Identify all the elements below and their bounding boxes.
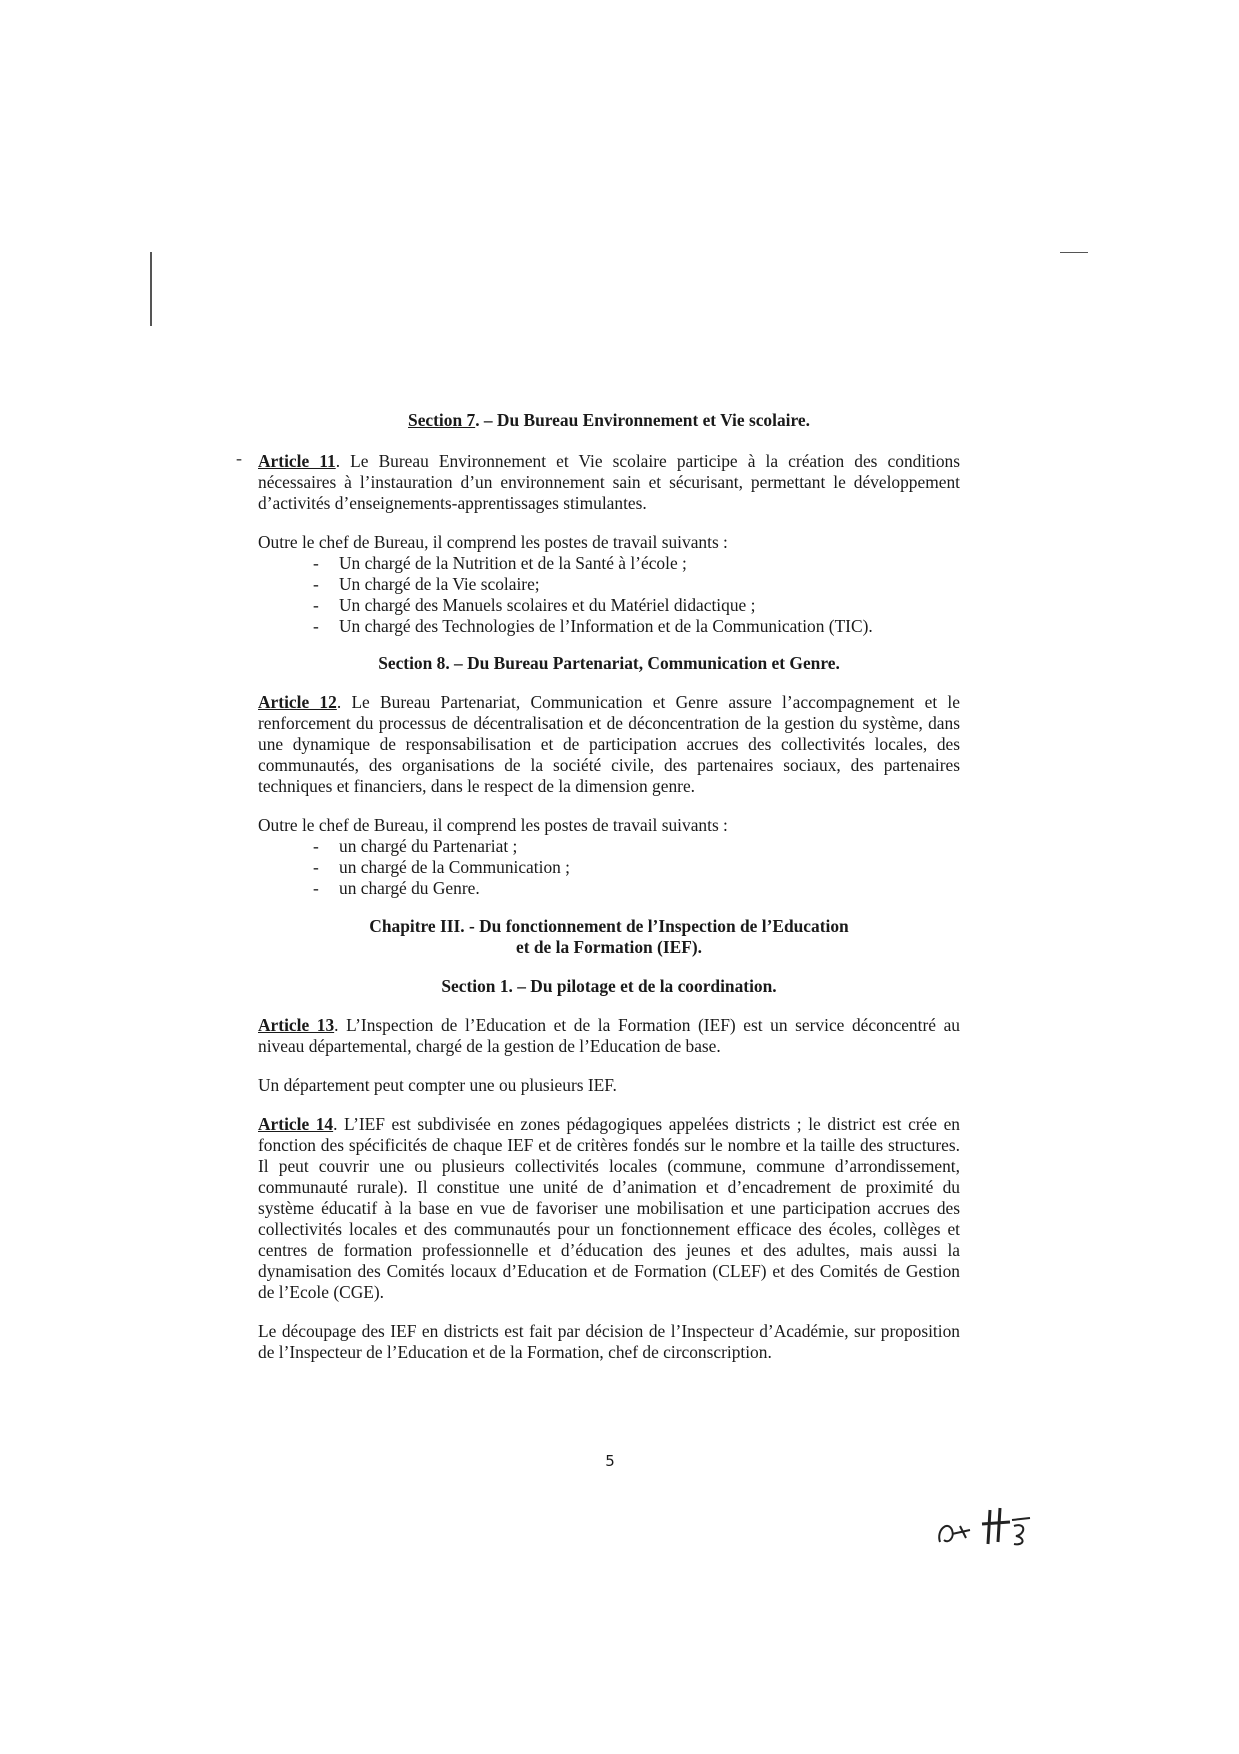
- article-12-list: [258, 836, 960, 899]
- document-body: [258, 410, 960, 1363]
- list-item: - Un chargé de la Vie scolaire;: [313, 574, 960, 595]
- article-11-paragraph: [258, 451, 960, 514]
- article-13-text: . L’Inspection de l’Education et de la Formation (IEF) est un service déconcentré au niveau départemental, chargé de la gestion de l’Education de base.: [258, 1015, 960, 1056]
- article-11-list: [258, 553, 960, 637]
- article-11-text: . Le Bureau Environnement et Vie scolaire participe à la création des conditions nécessaires à l’instauration d’un environnement sain et sécurisant, permettant le développement d’activités d’enseignements-apprentissages stimulantes.: [258, 451, 961, 513]
- chapter-3-line-1: Chapitre III. - Du fonctionnement de l’Inspection de l’Education: [369, 916, 849, 936]
- list-item: - un chargé du Genre.: [313, 878, 960, 899]
- section-7-label: Section 7: [408, 410, 476, 430]
- list-item: - Un chargé des Technologies de l’Information et de la Communication (TIC).: [313, 616, 960, 637]
- list-item: - Un chargé des Manuels scolaires et du Matériel didactique ;: [313, 595, 960, 616]
- article-13-label: Article 13: [258, 1015, 335, 1035]
- article-12-paragraph: [258, 692, 960, 797]
- section-8-heading: Section 8. – Du Bureau Partenariat, Communication et Genre.: [378, 653, 840, 673]
- page-number: 5: [605, 1452, 615, 1470]
- chapter-3-line-2: et de la Formation (IEF).: [516, 937, 702, 957]
- section-1-heading: Section 1. – Du pilotage et de la coordination.: [441, 976, 777, 996]
- article-14-paragraph: [258, 1114, 960, 1303]
- article-13-paragraph: [258, 1015, 960, 1057]
- chapter-3-heading: [258, 916, 960, 958]
- list-item: - Un chargé de la Nutrition et de la Santé à l’école ;: [313, 553, 960, 574]
- stray-dash-mark: -: [236, 448, 242, 468]
- article-14-label: Article 14: [258, 1114, 334, 1134]
- article-12-text: . Le Bureau Partenariat, Communication et Genre assure l’accompagnement et le renforcement du processus de décentralisation et de déconcentration de la gestion du système, dans une dynamique de responsabilisation et de participation accrues des collectivités locales, des communautés, des organisations de la société civile, des partenaires sociaux, des partenaires techniques et financiers, dans le respect de la dimension genre.: [258, 692, 960, 796]
- article-12-intro: Outre le chef de Bureau, il comprend les postes de travail suivants :: [258, 815, 728, 835]
- list-item: - un chargé de la Communication ;: [313, 857, 960, 878]
- article-14-text: . L’IEF est subdivisée en zones pédagogiques appelées districts ; le district est crée en fonction des spécificités de chaque IEF et de critères fondés sur le nombre et la taille des structures. Il peut couvrir une ou plusieurs collectivités locales (commune, commune d’arrondissement, communauté rurale). Il constitue une unité de d’animation et d’encadrement de proximité du système éducatif à la base en vue de favoriser une mobilisation et une participation accrues des collectivités locales et des communautés pour un fonctionnement efficace des écoles, collèges et centres de formation professionnelle et d’éducation des jeunes et des adultes, mais aussi la dynamisation des Comités locaux d’Education et de Formation (CLEF) et des Comités de Gestion de l’Ecole (CGE).: [258, 1114, 960, 1302]
- article-13-extra: Un département peut compter une ou plusieurs IEF.: [258, 1075, 617, 1095]
- article-12-label: Article 12: [258, 692, 337, 712]
- article-11-intro: Outre le chef de Bureau, il comprend les postes de travail suivants :: [258, 532, 728, 552]
- handwritten-initials: [930, 1500, 1040, 1550]
- section-7-title: . – Du Bureau Environnement et Vie scolaire.: [475, 410, 810, 430]
- article-11-label: Article 11: [258, 451, 336, 471]
- scan-line-left: [150, 252, 152, 326]
- article-14-extra: Le découpage des IEF en districts est fait par décision de l’Inspecteur d’Académie, sur proposition de l’Inspecteur de l’Education et de la Formation, chef de circonscription.: [258, 1321, 960, 1362]
- list-item: - un chargé du Partenariat ;: [313, 836, 960, 857]
- section-7-heading: [258, 410, 960, 431]
- scan-line-right: [1060, 252, 1088, 253]
